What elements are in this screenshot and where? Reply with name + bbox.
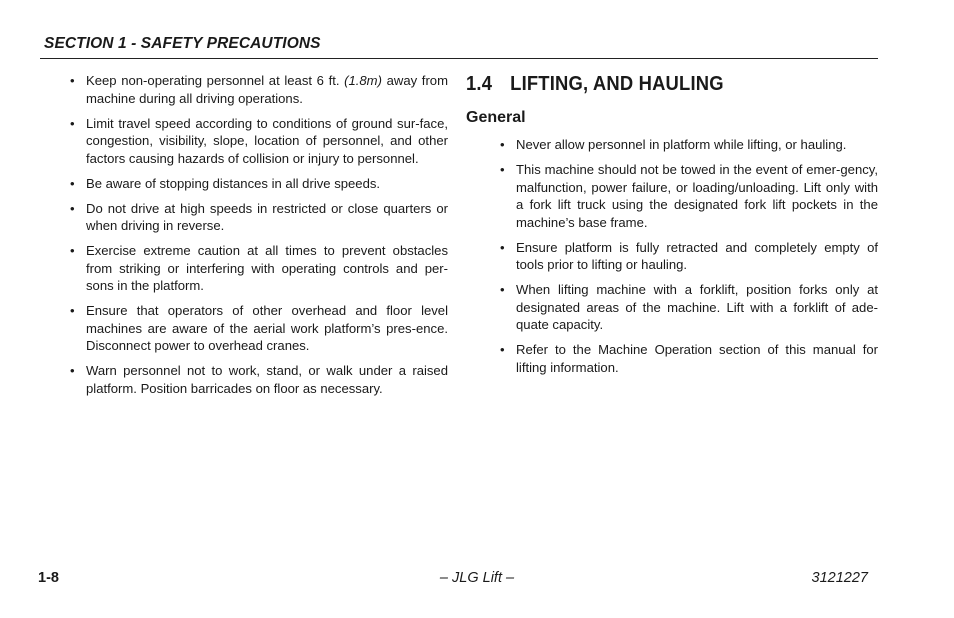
list-item-text: Refer to the Machine Operation section of this manual for lifting information.: [516, 342, 878, 375]
bullet-icon: •: [500, 162, 505, 177]
bullet-icon: •: [70, 303, 75, 318]
list-item-text-start: Keep non-operating personnel at least 6 ft.: [86, 73, 345, 88]
bullet-icon: •: [70, 73, 75, 88]
bullet-icon: •: [70, 115, 75, 131]
list-item-text: When lifting machine with a forklift, position forks only at designated areas of the machine. Lift with a forklift of ade-quate capacity.: [516, 282, 878, 332]
list-item: [500, 341, 878, 376]
section-title: [466, 72, 845, 96]
list-item: [500, 161, 878, 231]
list-item: [70, 175, 448, 193]
footer-brand: – JLG Lift –: [439, 570, 515, 586]
list-item-text: Be aware of stopping distances in all drive speeds.: [86, 175, 381, 191]
section-header: SECTION 1 - SAFETY PRECAUTIONS: [44, 35, 321, 52]
subheading: General: [466, 109, 526, 126]
list-item-text: Ensure that operators of other overhead and floor level machines are aware of the aerial work platform’s pres-ence. Disconnect power to overhead cranes.: [86, 303, 448, 353]
list-item-text: Exercise extreme caution at all times to prevent obstacles from striking or interfering with operating controls and per-sons in the platform.: [86, 243, 448, 293]
list-item: [500, 239, 878, 274]
list-item: [70, 115, 448, 168]
list-item-text-end: away from machine during all driving operations.: [86, 73, 448, 106]
bullet-icon: •: [70, 175, 75, 191]
section-number: 1.4: [466, 73, 493, 95]
list-item-text: Warn personnel not to work, stand, or walk under a raised platform. Position barricades on floor as necessary.: [86, 363, 448, 396]
left-bullet-list: [70, 72, 448, 397]
list-item: [70, 72, 448, 107]
list-item-text: This machine should not be towed in the event of emer-gency, malfunction, power failure, or loading/unloading. Lift only with a fork lift truck using the designated fork lift pockets in the machine’s base frame.: [516, 162, 878, 230]
page-number: 1-8: [38, 570, 59, 586]
list-item: [70, 242, 448, 295]
right-column: [466, 72, 878, 384]
bullet-icon: •: [70, 243, 75, 258]
list-item: [500, 281, 878, 334]
bullet-icon: •: [500, 137, 505, 152]
bullet-icon: •: [500, 239, 505, 255]
bullet-icon: •: [70, 363, 75, 378]
header-rule: [40, 58, 878, 59]
section-title-text: LIFTING, AND HAULING: [510, 73, 724, 95]
list-item: [70, 362, 448, 397]
bullet-icon: •: [70, 200, 75, 216]
list-item: [500, 136, 878, 154]
list-item: [70, 200, 448, 235]
list-item: [70, 302, 448, 355]
left-column: [70, 72, 448, 405]
bullet-icon: •: [500, 282, 505, 297]
list-item-text: Ensure platform is fully retracted and completely empty of tools prior to lifting or hauling.: [516, 239, 878, 272]
list-item-metric: (1.8m): [344, 73, 382, 88]
list-item-text: Limit travel speed according to conditions of ground sur-face, congestion, visibility, slope, location of personnel, and other factors causing hazards of collision or injury to personnel.: [86, 115, 448, 166]
list-item-text: Never allow personnel in platform while lifting, or hauling.: [516, 137, 847, 152]
bullet-icon: •: [500, 342, 505, 357]
right-bullet-list: [500, 136, 878, 376]
list-item-text: Do not drive at high speeds in restricted or close quarters or when driving in reverse.: [86, 200, 448, 233]
document-number: 3121227: [811, 570, 868, 586]
